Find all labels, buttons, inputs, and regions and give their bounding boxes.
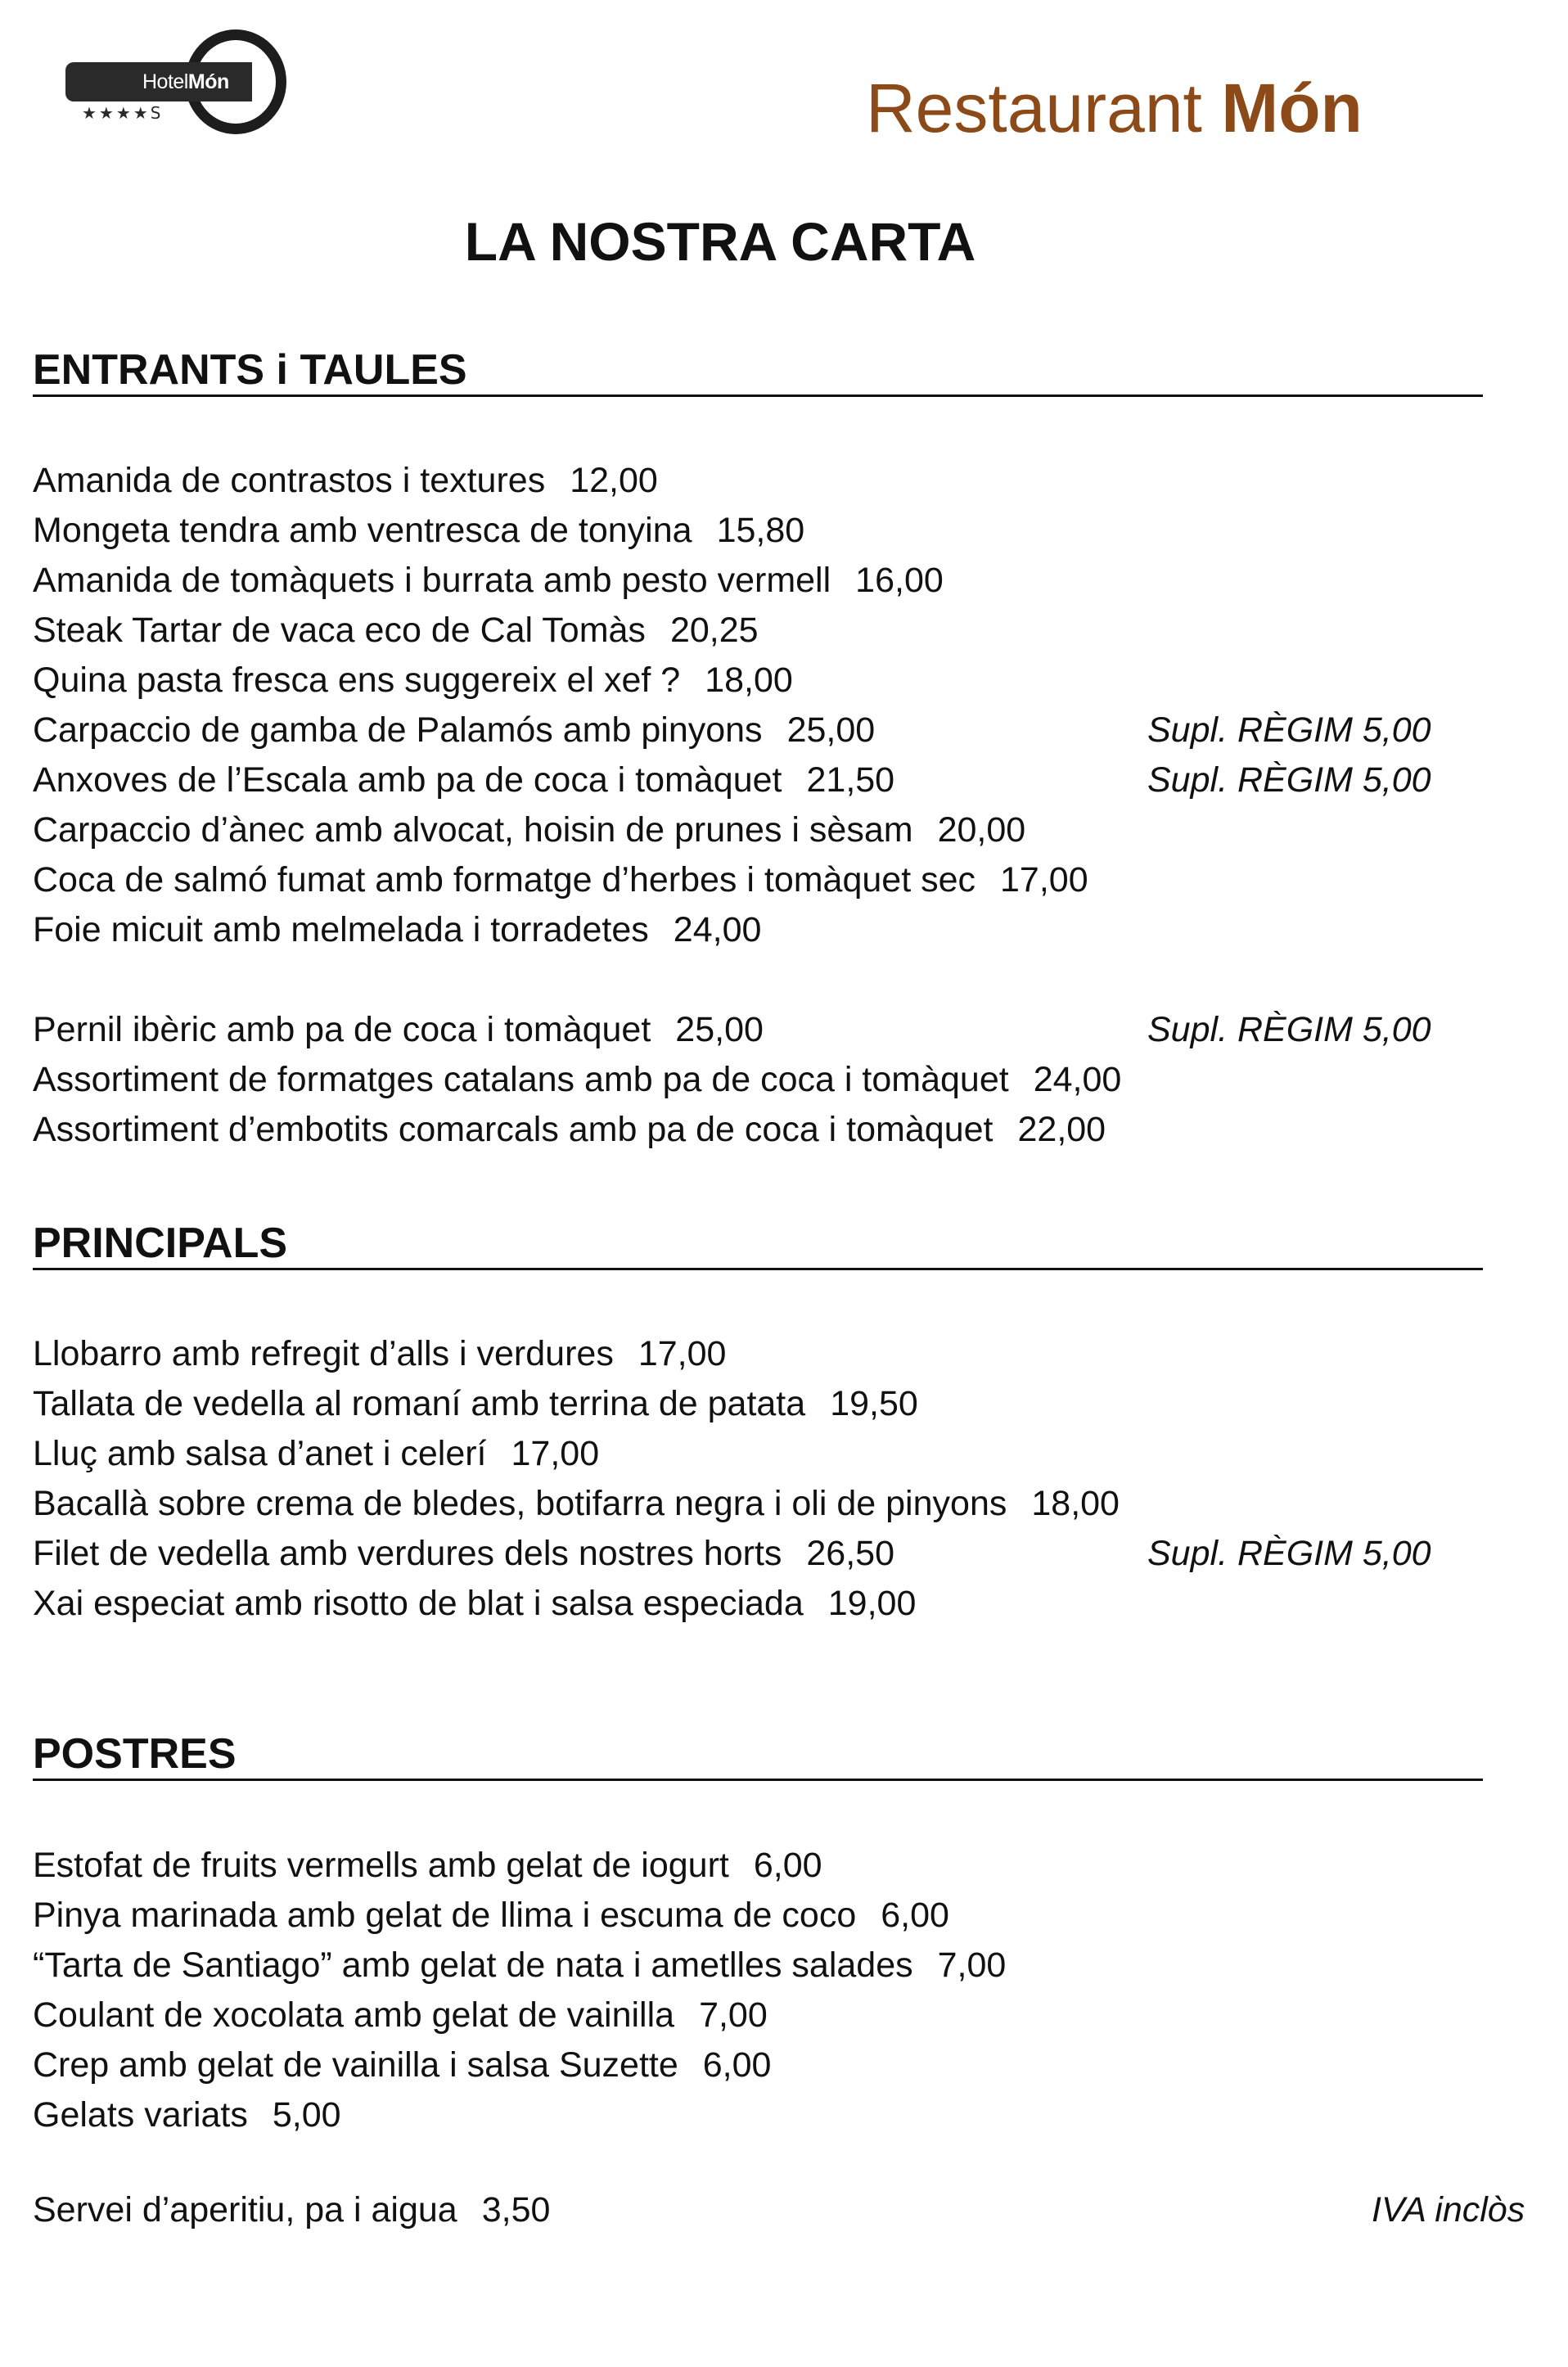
page-title: LA NOSTRA CARTA [464,211,976,272]
menu-item: Gelats variats 5,00 [33,2095,341,2135]
menu-item: Pernil ibèric amb pa de coca i tomàquet 25,00 Supl. RÈGIM 5,00 [33,1005,1522,1055]
spacer [33,955,1522,1005]
menu-item: Coca de salmó fumat amb formatge d’herbes i tomàquet sec 17,00 [33,860,1088,899]
supplement-note: Supl. RÈGIM 5,00 [1147,760,1431,800]
hotel-logo [64,29,301,141]
section-heading-entrants: ENTRANTS i TAULES [33,349,1483,397]
menu-item: Crep amb gelat de vainilla i salsa Suzette 6,00 [33,2045,772,2085]
logo-brand: HotelMón [142,70,229,93]
menu-item: Anxoves de l’Escala amb pa de coca i tomàquet 21,50 Supl. RÈGIM 5,00 [33,755,1522,805]
menu-item: Bacallà sobre crema de bledes, botifarra negra i oli de pinyons 18,00 [33,1484,1120,1523]
menu-item: Estofat de fruits vermells amb gelat de iogurt 6,00 [33,1846,822,1885]
menu-list-postres [33,1841,1522,2140]
menu-item: “Tarta de Santiago” amb gelat de nata i ametlles salades 7,00 [33,1945,1007,1985]
menu-list-entrants [33,456,1522,1155]
logo-rating: ★★★★S [82,103,164,123]
supplement-note: Supl. RÈGIM 5,00 [1147,710,1431,750]
menu-item: Llobarro amb refregit d’alls i verdures 17,00 [33,1334,727,1373]
service-charge: Servei d’aperitiu, pa i aigua 3,50 [33,2190,551,2229]
menu-item: Tallata de vedella al romaní amb terrina de patata 19,50 [33,1384,918,1423]
menu-item: Carpaccio de gamba de Palamós amb pinyons 25,00 Supl. RÈGIM 5,00 [33,706,1522,755]
menu-item: Amanida de contrastos i textures 12,00 [33,461,658,500]
menu-item: Foie micuit amb melmelada i torradetes 24,00 [33,910,762,949]
tax-note: IVA inclòs [1372,2190,1525,2229]
menu-item: Coulant de xocolata amb gelat de vainilla 7,00 [33,1995,768,2035]
menu-list-principals [33,1329,1522,1629]
menu-item: Pinya marinada amb gelat de llima i escuma de coco 6,00 [33,1896,949,1935]
supplement-note: Supl. RÈGIM 5,00 [1147,1534,1431,1573]
menu-item: Steak Tartar de vaca eco de Cal Tomàs 20,25 [33,611,759,650]
section-heading-principals: PRINCIPALS [33,1222,1483,1270]
menu-item: Xai especiat amb risotto de blat i salsa especiada 19,00 [33,1584,917,1623]
supplement-note: Supl. RÈGIM 5,00 [1147,1010,1431,1049]
menu-item: Filet de vedella amb verdures dels nostres horts 26,50 Supl. RÈGIM 5,00 [33,1529,1522,1579]
menu-item: Assortiment de formatges catalans amb pa de coca i tomàquet 24,00 [33,1060,1122,1099]
menu-item: Lluç amb salsa d’anet i celerí 17,00 [33,1434,600,1473]
restaurant-name: Restaurant Món [866,70,1363,147]
menu-item: Mongeta tendra amb ventresca de tonyina 15,80 [33,511,805,550]
menu-item: Carpaccio d’ànec amb alvocat, hoisin de prunes i sèsam 20,00 [33,810,1026,850]
menu-item: Assortiment d’embotits comarcals amb pa de coca i tomàquet 22,00 [33,1110,1106,1149]
menu-item: Amanida de tomàquets i burrata amb pesto vermell 16,00 [33,561,944,600]
section-heading-postres: POSTRES [33,1733,1483,1781]
menu-item: Quina pasta fresca ens suggereix el xef ? 18,00 [33,661,793,700]
